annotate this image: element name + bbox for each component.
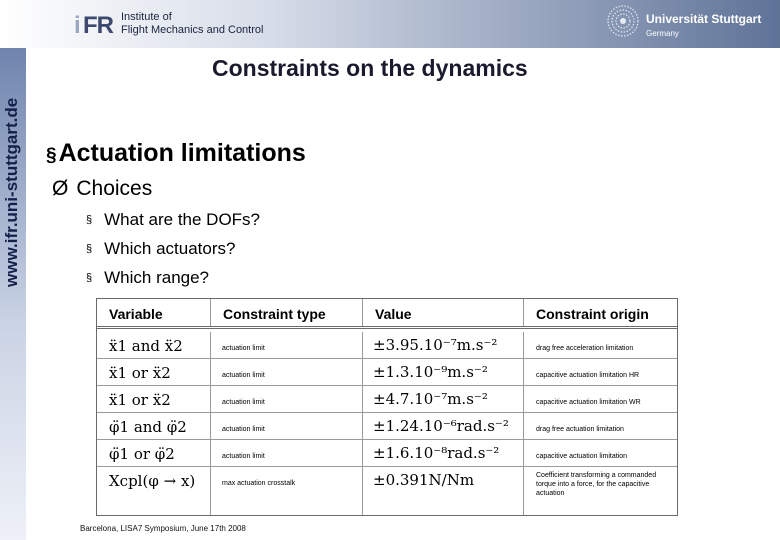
- university-name: Universität Stuttgart: [646, 12, 762, 26]
- slide-title: Constraints on the dynamics: [212, 55, 528, 81]
- type-cell: actuation limit: [211, 359, 363, 385]
- value-cell: ±1.24.10⁻⁶rad.s⁻²: [363, 413, 524, 439]
- sidebar-url: www.ifr.uni-stuttgart.de: [2, 97, 21, 287]
- header-banner: [0, 0, 780, 48]
- square-bullet-icon: §: [86, 272, 93, 284]
- arrow-bullet-icon: Ø: [52, 177, 69, 200]
- variable-cell: ẍ1 or ẍ2: [97, 386, 211, 412]
- heading-bullet-icon: §: [46, 145, 57, 166]
- bullet-text: What are the DOFs?: [104, 210, 261, 229]
- bullet-item: [86, 210, 260, 230]
- institute-name: [121, 11, 263, 37]
- footer-text: Barcelona, LISA7 Symposium, June 17th 2008: [80, 524, 246, 533]
- variable-cell: Xcpl(φ → x): [97, 467, 211, 515]
- square-bullet-icon: §: [86, 214, 93, 226]
- origin-cell: capacitive actuation limitation HR: [536, 372, 640, 379]
- header-constraint-origin: Constraint origin: [536, 306, 649, 322]
- table-row: [97, 440, 677, 467]
- value-cell: ±1.6.10⁻⁸rad.s⁻²: [363, 440, 524, 466]
- square-bullet-icon: §: [86, 243, 93, 255]
- value-cell: ±3.95.10⁻⁷m.s⁻²: [363, 332, 524, 358]
- origin-cell: drag free actuation limitation: [536, 426, 624, 433]
- institute-line-1: Institute of: [121, 11, 172, 23]
- variable-cell: ẍ1 or ẍ2: [97, 359, 211, 385]
- bullet-text: Which range?: [104, 268, 210, 287]
- value-cell: ±1.3.10⁻⁹m.s⁻²: [363, 359, 524, 385]
- table-row: [97, 359, 677, 386]
- institute-line-2: Flight Mechanics and Control: [121, 24, 264, 36]
- table-row: [97, 467, 677, 515]
- variable-cell: φ̈1 and φ̈2: [97, 413, 211, 439]
- table-row: [97, 386, 677, 413]
- subheading: [52, 177, 152, 201]
- table-row: [97, 413, 677, 440]
- bullet-item: [86, 268, 209, 288]
- origin-cell: capacitive actuation limitation: [536, 453, 628, 460]
- type-cell: actuation limit: [211, 413, 363, 439]
- university-seal-icon: [606, 4, 640, 38]
- variable-cell: ẍ1 and ẍ2: [97, 332, 211, 358]
- ifr-logo-i: i: [74, 12, 81, 39]
- type-cell: actuation limit: [211, 440, 363, 466]
- ifr-logo-fr: FR: [83, 12, 113, 39]
- header-variable: Variable: [97, 299, 211, 326]
- subheading-text: Choices: [76, 177, 153, 200]
- origin-cell: capacitive actuation limitation WR: [536, 399, 641, 406]
- header-constraint-type: Constraint type: [211, 299, 363, 326]
- bullet-text: Which actuators?: [104, 239, 236, 258]
- type-cell: actuation limit: [211, 386, 363, 412]
- heading-text: Actuation limitations: [58, 139, 306, 167]
- origin-cell: drag free acceleration limitation: [536, 345, 634, 352]
- university-country: Germany: [646, 29, 679, 38]
- section-heading: [46, 139, 306, 168]
- value-cell: ±4.7.10⁻⁷m.s⁻²: [363, 386, 524, 412]
- header-value: Value: [363, 299, 524, 326]
- table-row: [97, 332, 677, 359]
- constraints-table: [96, 298, 678, 516]
- ifr-logo: [74, 10, 118, 39]
- bullet-item: [86, 239, 235, 259]
- table-header-row: [97, 299, 677, 329]
- type-cell: max actuation crosstalk: [211, 467, 363, 515]
- type-cell: actuation limit: [211, 332, 363, 358]
- variable-cell: φ̈1 or φ̈2: [97, 440, 211, 466]
- origin-cell: Coefficient transforming a commanded torque into a force, for the capacitive actuation: [536, 472, 657, 497]
- value-cell: ±0.391N/Nm: [363, 467, 524, 515]
